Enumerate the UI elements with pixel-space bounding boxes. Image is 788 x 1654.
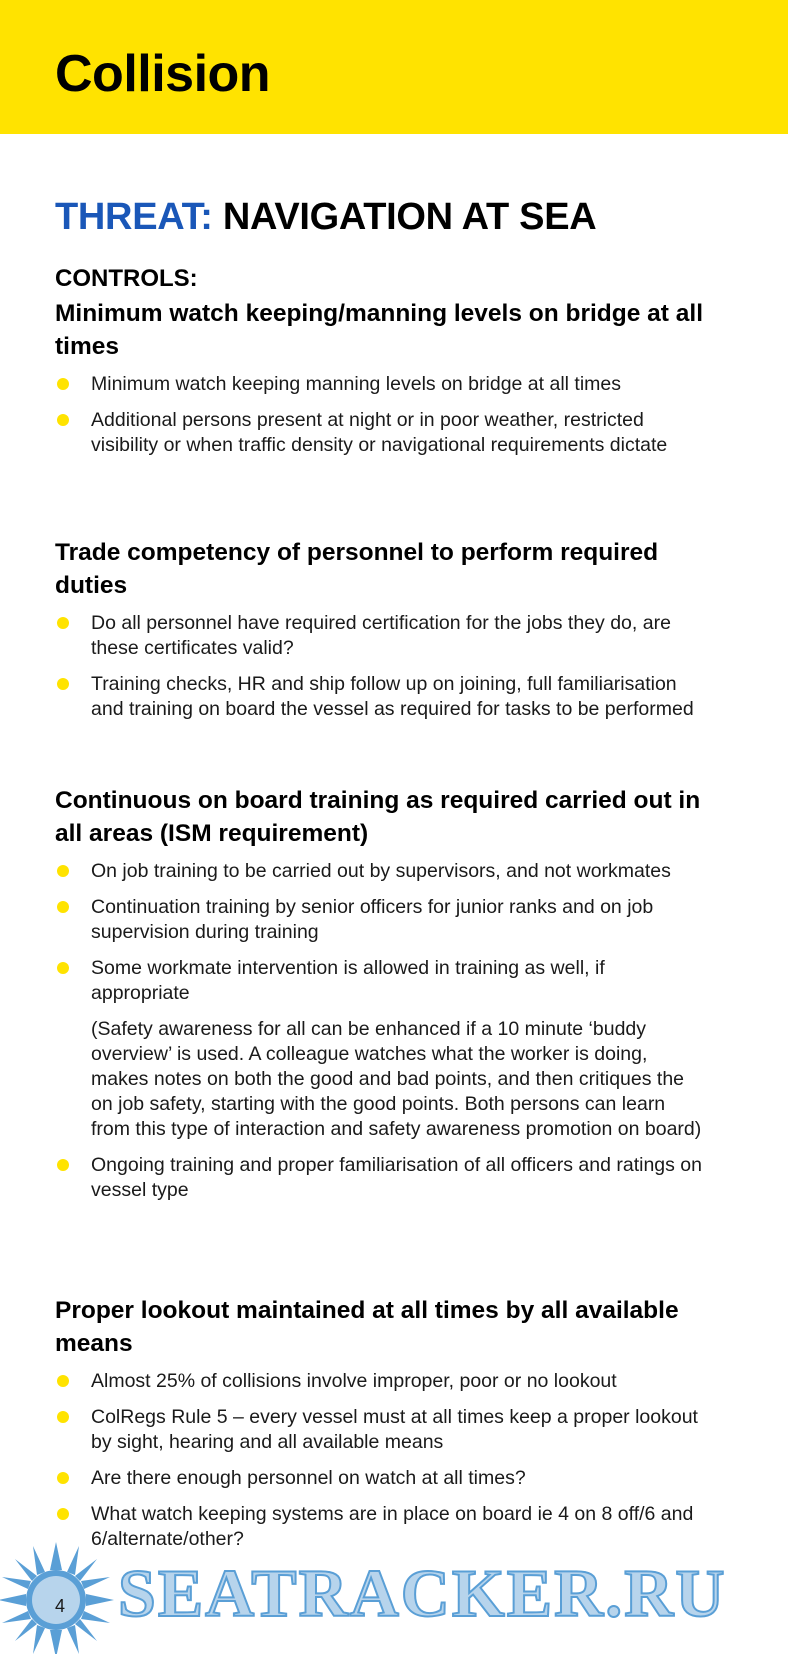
section-heading: Trade competency of personnel to perform required duties bbox=[55, 539, 659, 599]
bullet-icon bbox=[57, 414, 69, 426]
bullet-list bbox=[55, 859, 705, 1006]
buddy-overview-note: (Safety awareness for all can be enhanced if a 10 minute ‘buddy overview’ is used. A colleague watches what the worker is doing, makes notes on both the good and bad points, and then critiques the on job safety, starting with the good points. Both persons can learn from this type of interaction and safety awareness promotion on board) bbox=[91, 1018, 702, 1140]
section-onboard-training bbox=[55, 784, 705, 1214]
list-item-text: Minimum watch keeping manning levels on bridge at all times bbox=[91, 373, 622, 395]
bullet-icon bbox=[57, 678, 69, 690]
bullet-icon bbox=[57, 962, 69, 974]
list-item bbox=[55, 1153, 705, 1203]
list-item bbox=[55, 1369, 705, 1394]
bullet-icon bbox=[57, 1375, 69, 1387]
bullet-list bbox=[55, 1369, 705, 1552]
list-item-text: Additional persons present at night or in poor weather, restricted visibility or when traffic density or navigational requirements dictate bbox=[91, 409, 668, 456]
list-item bbox=[55, 672, 705, 722]
list-item bbox=[55, 956, 705, 1006]
list-item-text: Some workmate intervention is allowed in training as well, if appropriate bbox=[91, 957, 605, 1004]
list-item bbox=[55, 611, 705, 661]
section-heading: Minimum watch keeping/manning levels on bridge at all times bbox=[55, 300, 704, 360]
section-proper-lookout bbox=[55, 1294, 705, 1563]
section-watch-keeping bbox=[55, 297, 705, 469]
section-heading: Continuous on board training as required carried out in all areas (ISM requirement) bbox=[55, 787, 701, 847]
bullet-icon bbox=[57, 1472, 69, 1484]
controls-label: CONTROLS: bbox=[55, 265, 198, 292]
bullet-icon bbox=[57, 378, 69, 390]
watermark-text: SEATRACKER.RU bbox=[118, 1555, 727, 1631]
list-item-text: What watch keeping systems are in place on board ie 4 on 8 off/6 and 6/alternate/other? bbox=[91, 1503, 694, 1550]
list-item-text: On job training to be carried out by supervisors, and not workmates bbox=[91, 860, 671, 882]
page-number: 4 bbox=[55, 1596, 66, 1616]
list-item bbox=[55, 895, 705, 945]
list-item bbox=[55, 408, 705, 458]
list-item-text: Continuation training by senior officers for junior ranks and on job supervision during training bbox=[91, 896, 654, 943]
bullet-icon bbox=[57, 1508, 69, 1520]
list-item-text: Almost 25% of collisions involve improper, poor or no lookout bbox=[91, 1370, 617, 1392]
threat-heading bbox=[55, 196, 596, 239]
list-item-text: Ongoing training and proper familiarisation of all officers and ratings on vessel type bbox=[91, 1154, 702, 1201]
threat-label: THREAT: bbox=[55, 196, 213, 238]
threat-value: NAVIGATION AT SEA bbox=[222, 196, 597, 238]
list-item-text: ColRegs Rule 5 – every vessel must at all times keep a proper lookout by sight, hearing and all available means bbox=[91, 1406, 698, 1453]
bullet-list bbox=[55, 611, 705, 722]
list-item-text: Do all personnel have required certification for the jobs they do, are these certificates valid? bbox=[91, 612, 671, 659]
header-band bbox=[0, 0, 788, 134]
bullet-icon bbox=[57, 617, 69, 629]
bullet-icon bbox=[57, 1411, 69, 1423]
bullet-icon bbox=[57, 865, 69, 877]
list-item bbox=[55, 1502, 705, 1552]
list-item-text: Training checks, HR and ship follow up on joining, full familiarisation and training on board the vessel as required for tasks to be performed bbox=[91, 673, 694, 720]
section-heading: Proper lookout maintained at all times by all available means bbox=[55, 1297, 679, 1357]
list-item bbox=[55, 859, 705, 884]
list-item bbox=[55, 372, 705, 397]
bullet-list bbox=[55, 372, 705, 458]
bullet-list bbox=[55, 1153, 705, 1203]
bullet-icon bbox=[57, 1159, 69, 1171]
page-title: Collision bbox=[55, 45, 271, 103]
section-trade-competency bbox=[55, 536, 705, 733]
list-item bbox=[55, 1466, 705, 1491]
list-item bbox=[55, 1405, 705, 1455]
list-item-text: Are there enough personnel on watch at all times? bbox=[91, 1467, 526, 1489]
bullet-icon bbox=[57, 901, 69, 913]
